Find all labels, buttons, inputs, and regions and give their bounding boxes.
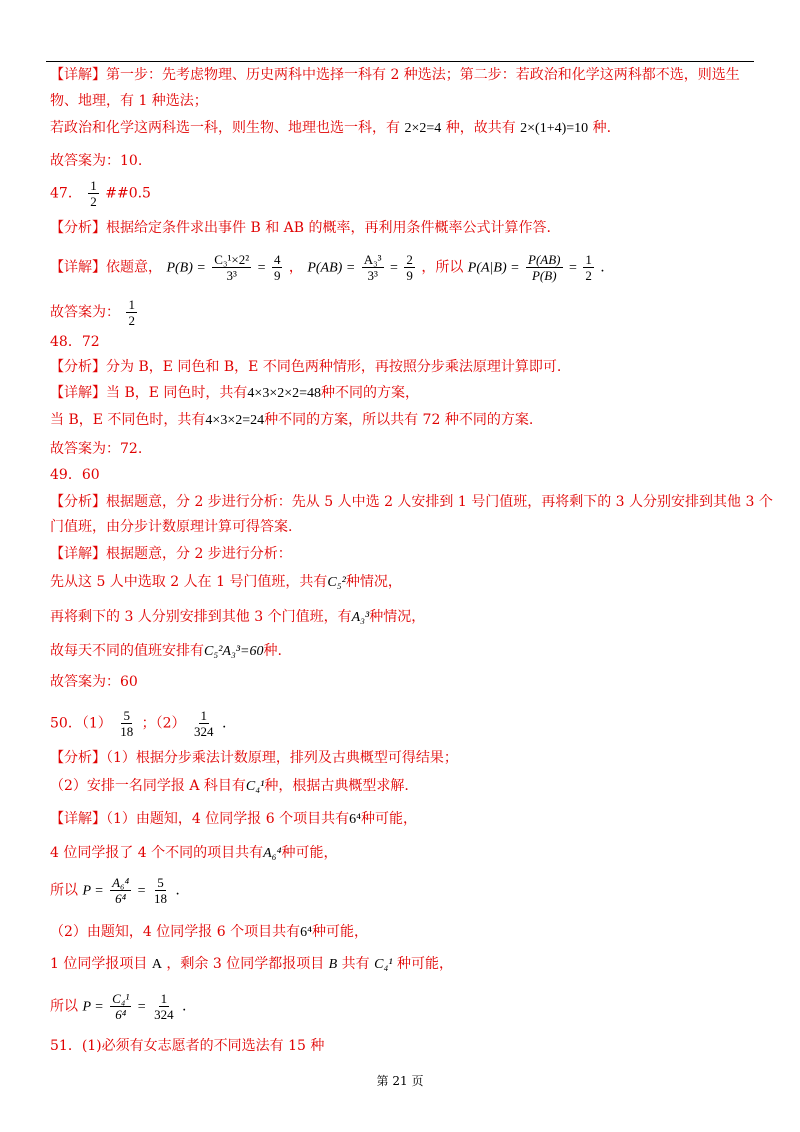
detail-tag: 【详解】 xyxy=(50,385,106,401)
equals-sign: = xyxy=(390,260,398,276)
q49-detail-3 xyxy=(50,607,425,628)
detail-text: 第一步：先考虑物理、历史两科中选择一科有 2 种选法；第二步：若政治和化学这两科都不选，则选生 xyxy=(106,67,740,83)
text-segment: . xyxy=(600,259,605,276)
detail-line-2 xyxy=(50,91,208,111)
question-number: 50．（1） xyxy=(50,715,112,732)
text-segment: 当 B，E 同色时，共有 xyxy=(106,385,248,401)
text-segment: 种不同的方案，所以共有 72 种不同的方案. xyxy=(264,412,534,428)
math-expression: C₄¹ xyxy=(245,779,265,794)
denominator: 2 xyxy=(128,313,135,328)
header-rule xyxy=(46,61,754,62)
denominator: 3³ xyxy=(367,268,378,283)
fraction xyxy=(212,252,251,283)
math-expression: C₅²A₃³=60 xyxy=(204,644,264,659)
q48-detail-2 xyxy=(50,410,533,431)
denominator: 2 xyxy=(585,268,592,283)
fraction xyxy=(526,252,562,283)
denominator: 2 xyxy=(90,194,97,209)
q50-detail-3 xyxy=(50,875,180,906)
question-text: 51．(1)必须有女志愿者的不同选法有 15 种 xyxy=(50,1038,325,1054)
text-segment: （2）安排一名同学报 A 科目有 xyxy=(50,778,246,794)
math-expression: P(A|B) = xyxy=(467,260,520,276)
math-expression: 4×3×2×2=48 xyxy=(247,386,322,401)
q50-detail-4 xyxy=(50,922,368,943)
question-50-answer xyxy=(50,708,226,739)
text-segment: 种. xyxy=(263,643,282,659)
math-expression: A xyxy=(151,957,162,972)
text-segment: 共有 xyxy=(341,956,370,972)
text-segment: 种情况， xyxy=(345,574,402,590)
text-segment: ，剩余 3 位同学都报项目 xyxy=(166,956,325,972)
numerator: C₄¹ xyxy=(112,991,130,1006)
denominator: 18 xyxy=(120,724,134,739)
numerator: C₃¹×2² xyxy=(214,252,250,267)
text-segment: 1 位同学报项目 xyxy=(50,956,148,972)
answer-text: 故答案为：72. xyxy=(50,441,143,457)
q48-analysis xyxy=(50,357,561,377)
text-segment: 种可能， xyxy=(281,845,338,861)
math-expression: P(B) = xyxy=(166,260,206,276)
question-number: 47． xyxy=(50,185,82,202)
text-segment: （2）由题知，4 位同学报 6 个项目共有 xyxy=(50,924,301,940)
q47-answer-line xyxy=(50,297,139,328)
equals-sign: = xyxy=(137,999,146,1015)
numerator: 5 xyxy=(123,708,130,723)
text-segment: （1）由题知，4 位同学报 6 个项目共有 xyxy=(106,811,350,827)
equals-sign: = xyxy=(137,883,146,899)
math-expression: B xyxy=(328,957,338,972)
analysis-tag: 【分析】 xyxy=(50,494,106,510)
numerator: 1 xyxy=(128,297,135,312)
question-number: 48．72 xyxy=(50,334,100,350)
question-48-answer xyxy=(50,332,100,352)
analysis-text: （1）根据分步乘法计数原理，排列及古典概型可得结果； xyxy=(106,750,458,766)
math-expression: P = xyxy=(82,999,104,1015)
numerator: 1 xyxy=(200,708,208,723)
text-segment: 种可能， xyxy=(360,811,417,827)
fraction xyxy=(362,252,384,283)
math-expression: 4×3×2=24 xyxy=(205,413,265,428)
numerator: 5 xyxy=(157,875,164,890)
numerator: 4 xyxy=(273,252,281,267)
fraction xyxy=(152,991,176,1022)
answer-text: 故答案为：10. xyxy=(50,153,143,169)
q49-detail-4 xyxy=(50,641,282,662)
q49-analysis xyxy=(50,492,773,512)
text-segment: 所以 xyxy=(50,882,78,899)
q50-analysis-2 xyxy=(50,776,409,797)
question-47-answer xyxy=(50,178,151,209)
fraction xyxy=(126,297,137,328)
q49-detail xyxy=(50,544,292,564)
text-segment: 所以 xyxy=(50,998,78,1015)
q50-analysis xyxy=(50,748,458,768)
denominator: 6⁴ xyxy=(115,1007,127,1022)
answer-text: 故答案为： xyxy=(50,304,120,321)
analysis-tag: 【分析】 xyxy=(50,220,106,236)
numerator: A₆⁴ xyxy=(112,875,130,890)
text-segment: 先从这 5 人中选取 2 人在 1 号门值班，共有 xyxy=(50,574,328,590)
q50-detail xyxy=(50,809,417,830)
alt-answer: ##0.5 xyxy=(105,185,151,202)
text-segment: 种可能， xyxy=(311,924,368,940)
math-expression: 6⁴ xyxy=(300,925,312,940)
text-segment: 种，根据古典概型求解. xyxy=(264,778,409,794)
numerator: 1 xyxy=(160,991,168,1006)
answer-line xyxy=(50,151,142,171)
question-49-answer xyxy=(50,465,100,485)
math-expression: 2×(1+4)=10 xyxy=(520,121,589,136)
text-segment: ， xyxy=(288,259,303,276)
q49-answer-line xyxy=(50,672,138,692)
page-number: 第 21 页 xyxy=(376,1074,424,1088)
text-segment: 种. xyxy=(592,120,612,136)
numerator: 1 xyxy=(585,252,592,267)
detail-line-3 xyxy=(50,118,611,139)
question-51-answer xyxy=(50,1036,324,1056)
analysis-tag: 【分析】 xyxy=(50,750,106,766)
math-expression: A₃³ xyxy=(351,610,370,625)
q50-detail-6 xyxy=(50,991,186,1022)
text-segment: . xyxy=(175,882,180,899)
text-segment: 当 B，E 不同色时，共有 xyxy=(50,412,206,428)
text-segment: ；（2） xyxy=(141,715,186,732)
q48-answer-line xyxy=(50,439,142,459)
fraction xyxy=(110,875,131,906)
math-expression: P = xyxy=(82,883,104,899)
q47-analysis xyxy=(50,218,551,238)
detail-text: 物、地理，有 1 种选法； xyxy=(50,93,208,109)
fraction xyxy=(272,252,283,283)
denominator: 18 xyxy=(153,891,167,906)
text-segment: . xyxy=(221,715,227,732)
equals-sign: = xyxy=(568,260,577,276)
fraction xyxy=(88,178,99,209)
question-number: 49．60 xyxy=(50,467,100,483)
text-segment: 故每天不同的值班安排有 xyxy=(50,643,204,659)
text-segment: 依题意， xyxy=(106,259,162,276)
denominator: 9 xyxy=(406,268,413,283)
q50-detail-5 xyxy=(50,954,453,975)
numerator: 2 xyxy=(406,252,413,267)
detail-tag: 【详解】 xyxy=(50,67,106,83)
denominator: 324 xyxy=(154,1007,174,1022)
q50-detail-2 xyxy=(50,843,337,864)
analysis-tag: 【分析】 xyxy=(50,359,106,375)
math-expression: P(AB) = xyxy=(307,260,356,276)
q49-detail-2 xyxy=(50,572,402,593)
fraction xyxy=(152,875,169,906)
detail-tag: 【详解】 xyxy=(50,546,106,562)
text-segment: 种，故共有 xyxy=(445,120,516,136)
analysis-text: 门值班，由分步计数原理计算可得答案. xyxy=(50,519,293,535)
detail-tag: 【详解】 xyxy=(50,811,106,827)
detail-line-1 xyxy=(50,65,740,85)
fraction xyxy=(118,708,135,739)
text-segment: ，所以 xyxy=(421,259,464,276)
math-expression: 6⁴ xyxy=(349,812,361,827)
denominator: 3³ xyxy=(226,268,237,283)
text-segment: 种可能， xyxy=(396,956,453,972)
text-segment: 种不同的方案， xyxy=(321,385,420,401)
denominator: 324 xyxy=(194,724,214,739)
analysis-text: 根据给定条件求出事件 B 和 AB 的概率，再利用条件概率公式计算作答. xyxy=(106,220,551,236)
detail-tag: 【详解】 xyxy=(50,259,106,276)
numerator: A₃³ xyxy=(363,252,382,267)
text-segment: 4 位同学报了 4 个不同的项目共有 xyxy=(50,845,264,861)
fraction xyxy=(192,708,216,739)
text-segment: . xyxy=(182,998,187,1015)
q49-analysis-2 xyxy=(50,517,292,537)
denominator: P(B) xyxy=(531,268,557,283)
denominator: 9 xyxy=(273,268,281,283)
q48-detail xyxy=(50,383,419,404)
analysis-text: 根据题意，分 2 步进行分析：先从 5 人中选 2 人安排到 1 号门值班，再将剩下的 3 人分别安排到其他 3 个 xyxy=(106,494,773,510)
math-expression: A₆⁴ xyxy=(263,846,282,861)
detail-text: 根据题意，分 2 步进行分析： xyxy=(106,546,292,562)
numerator: P(AB) xyxy=(528,252,561,267)
denominator: 6⁴ xyxy=(115,891,127,906)
math-expression: 2×2=4 xyxy=(404,121,442,136)
math-expression: C₄¹ xyxy=(374,957,393,972)
numerator: 1 xyxy=(90,178,97,193)
answer-text: 故答案为：60 xyxy=(50,674,138,690)
text-segment: 若政治和化学这两科选一科，则生物、地理也选一科，有 xyxy=(50,120,400,136)
equals-sign: = xyxy=(257,260,266,276)
analysis-text: 分为 B，E 同色和 B，E 不同色两种情形，再按照分步乘法原理计算即可. xyxy=(106,359,562,375)
q47-detail xyxy=(50,252,605,283)
math-expression: C₅² xyxy=(327,575,346,590)
fraction xyxy=(404,252,415,283)
text-segment: 种情况， xyxy=(369,609,426,625)
fraction xyxy=(583,252,594,283)
text-segment: 再将剩下的 3 人分别安排到其他 3 个门值班，有 xyxy=(50,609,352,625)
fraction xyxy=(110,991,131,1022)
